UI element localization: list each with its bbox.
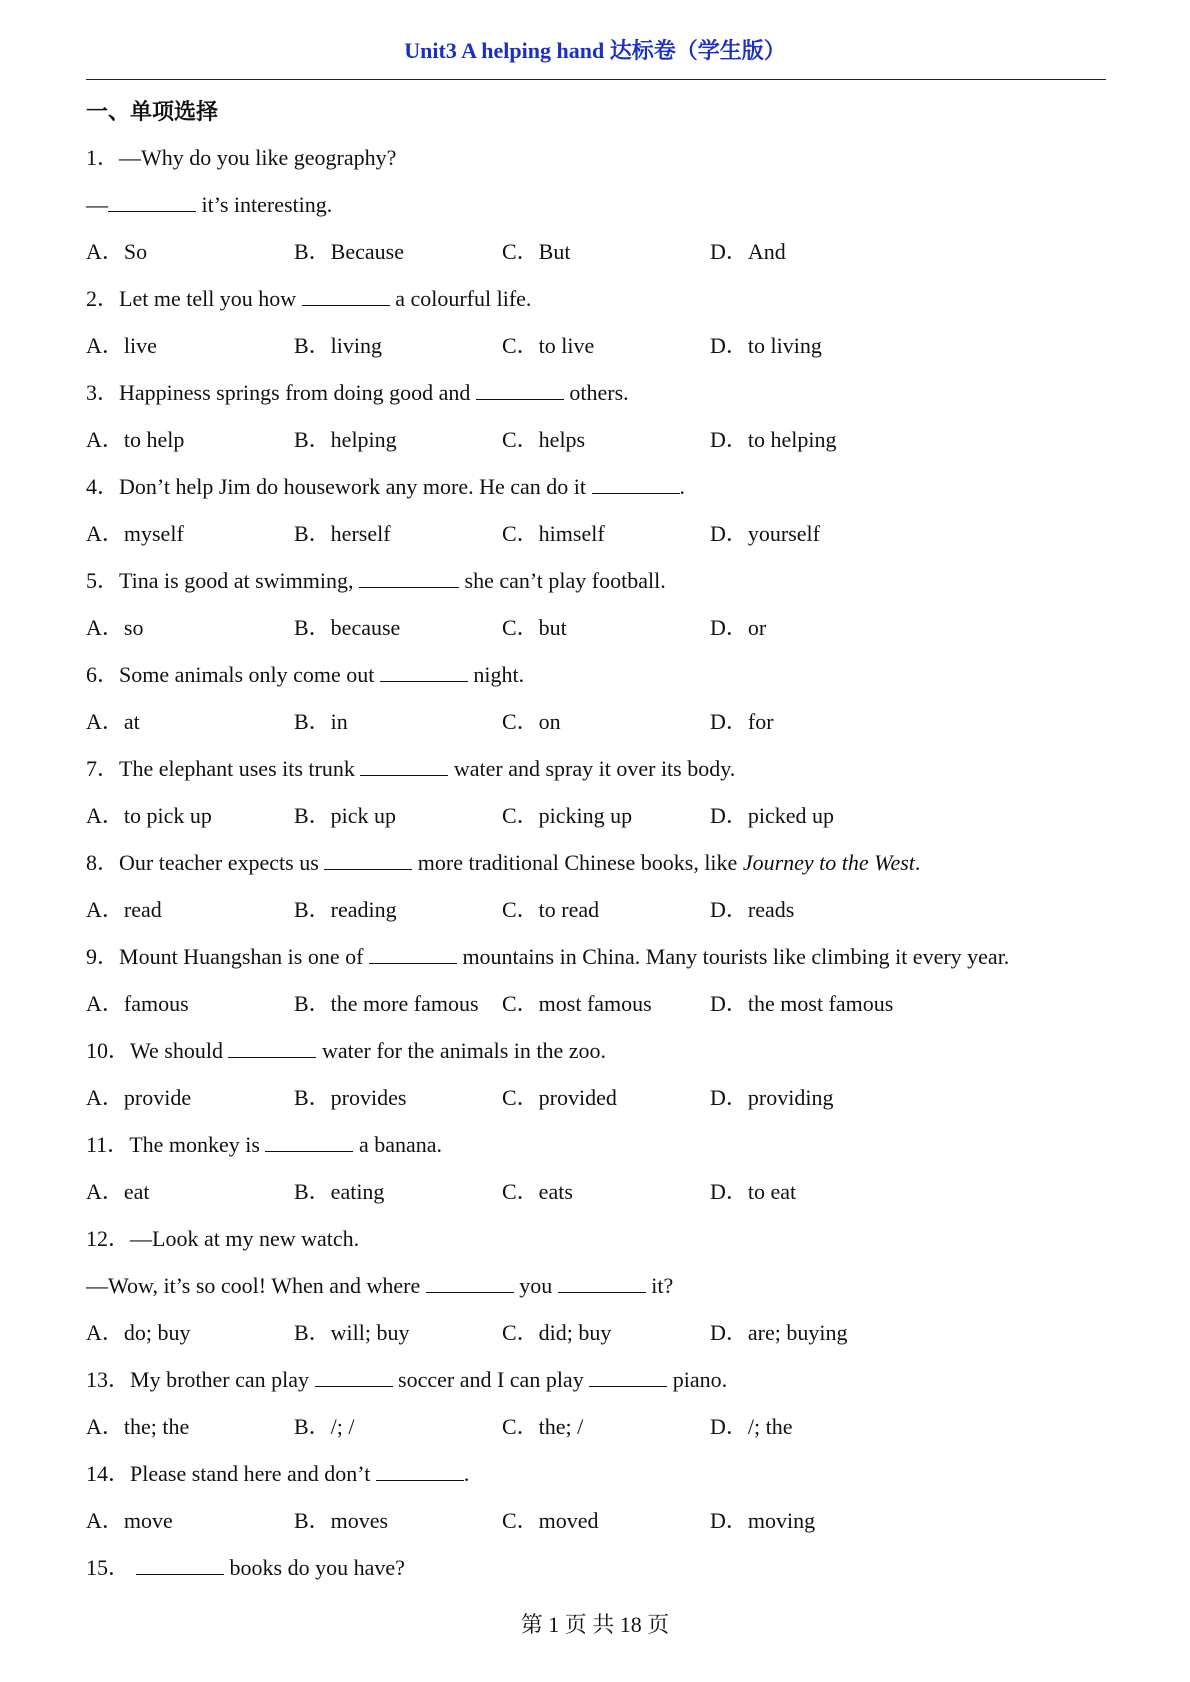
question-1-line1: 1．—Why do you like geography?: [86, 145, 397, 170]
answer-blank[interactable]: [380, 661, 468, 682]
question-10-stem: 10．We should water for the animals in the zoo.: [86, 1038, 607, 1063]
answer-blank[interactable]: [369, 943, 457, 964]
option-c[interactable]: C．picking up: [502, 803, 633, 828]
question-5-stem: 5．Tina is good at swimming, she can’t play football.: [86, 568, 666, 593]
option-b[interactable]: B．the more famous: [294, 991, 479, 1016]
option-d[interactable]: D．yourself: [710, 521, 820, 546]
question-7-stem: 7．The elephant uses its trunk water and spray it over its body.: [86, 756, 736, 781]
option-a[interactable]: A．read: [86, 897, 162, 922]
option-c[interactable]: C．to live: [502, 333, 595, 358]
answer-blank[interactable]: [476, 379, 564, 400]
answer-blank[interactable]: [265, 1131, 353, 1152]
option-a[interactable]: A．eat: [86, 1179, 150, 1204]
option-b[interactable]: B．/; /: [294, 1414, 355, 1439]
option-a[interactable]: A．live: [86, 333, 157, 358]
answer-blank[interactable]: [589, 1366, 667, 1387]
option-b[interactable]: B．herself: [294, 521, 391, 546]
section-title: 一、单项选择: [86, 99, 219, 124]
answer-blank[interactable]: [302, 285, 390, 306]
question-1-options: [86, 228, 1116, 275]
answer-blank[interactable]: [228, 1037, 316, 1058]
option-a[interactable]: A．to help: [86, 427, 185, 452]
question-13-stem: 13．My brother can play soccer and I can play piano.: [86, 1367, 728, 1392]
answer-blank[interactable]: [136, 1554, 224, 1575]
answer-blank[interactable]: [592, 473, 680, 494]
option-c[interactable]: C．most famous: [502, 991, 652, 1016]
answer-blank[interactable]: [108, 191, 196, 212]
option-c[interactable]: C．to read: [502, 897, 600, 922]
question-5-options: [86, 604, 1116, 651]
option-b[interactable]: B．in: [294, 709, 348, 734]
question-9-options: [86, 980, 1116, 1027]
option-c[interactable]: C．on: [502, 709, 561, 734]
option-a[interactable]: A．move: [86, 1508, 173, 1533]
question-11-stem: 11．The monkey is a banana.: [86, 1132, 443, 1157]
option-c[interactable]: C．helps: [502, 427, 586, 452]
option-c[interactable]: C．himself: [502, 521, 605, 546]
option-a[interactable]: A．to pick up: [86, 803, 212, 828]
question-list: [86, 134, 1116, 1591]
answer-blank[interactable]: [315, 1366, 393, 1387]
document-title: Unit3 A helping hand 达标卷（学生版）: [404, 38, 786, 63]
answer-blank[interactable]: [426, 1272, 514, 1293]
question-3-stem: 3．Happiness springs from doing good and others.: [86, 380, 629, 405]
answer-blank[interactable]: [558, 1272, 646, 1293]
question-4-options: [86, 510, 1116, 557]
question-14-stem: 14．Please stand here and don’t .: [86, 1461, 470, 1486]
option-d[interactable]: D．providing: [710, 1085, 834, 1110]
option-b[interactable]: B．living: [294, 333, 383, 358]
option-b[interactable]: B．eating: [294, 1179, 385, 1204]
option-d[interactable]: D．/; the: [710, 1414, 793, 1439]
option-c[interactable]: C．provided: [502, 1085, 617, 1110]
question-4-stem: 4．Don’t help Jim do housework any more. He can do it .: [86, 474, 686, 499]
question-3-options: [86, 416, 1116, 463]
option-b[interactable]: B．provides: [294, 1085, 407, 1110]
option-b[interactable]: B．pick up: [294, 803, 397, 828]
answer-blank[interactable]: [360, 755, 448, 776]
option-d[interactable]: D．to helping: [710, 427, 837, 452]
option-a[interactable]: A．myself: [86, 521, 184, 546]
question-12-line2: —Wow, it’s so cool! When and where you it?: [86, 1273, 674, 1298]
option-a[interactable]: A．provide: [86, 1085, 192, 1110]
option-a[interactable]: A．at: [86, 709, 140, 734]
option-c[interactable]: C．eats: [502, 1179, 573, 1204]
question-8-options: [86, 886, 1116, 933]
answer-blank[interactable]: [359, 567, 459, 588]
question-2-stem: 2．Let me tell you how a colourful life.: [86, 286, 532, 311]
option-a[interactable]: A．the; the: [86, 1414, 190, 1439]
option-c[interactable]: C．but: [502, 615, 567, 640]
option-c[interactable]: C．the; /: [502, 1414, 584, 1439]
option-d[interactable]: D．for: [710, 709, 774, 734]
option-d[interactable]: D．picked up: [710, 803, 835, 828]
option-b[interactable]: B．reading: [294, 897, 397, 922]
question-7-options: [86, 792, 1116, 839]
question-6-options: [86, 698, 1116, 745]
question-8-stem: 8．Our teacher expects us more traditional Chinese books, like Journey to the West.: [86, 850, 921, 875]
option-d[interactable]: D．are; buying: [710, 1320, 848, 1345]
option-d[interactable]: D．or: [710, 615, 767, 640]
question-13-options: [86, 1403, 1116, 1450]
option-b[interactable]: B．moves: [294, 1508, 389, 1533]
option-a[interactable]: A．famous: [86, 991, 189, 1016]
question-14-options: [86, 1497, 1116, 1544]
answer-blank[interactable]: [376, 1460, 464, 1481]
option-c[interactable]: C．But: [502, 239, 571, 264]
option-d[interactable]: D．to eat: [710, 1179, 797, 1204]
question-12-options: [86, 1309, 1116, 1356]
question-12-line1: 12．—Look at my new watch.: [86, 1226, 360, 1251]
option-b[interactable]: B．Because: [294, 239, 404, 264]
option-d[interactable]: D．moving: [710, 1508, 816, 1533]
option-d[interactable]: D．reads: [710, 897, 795, 922]
book-title: Journey to the West: [742, 850, 915, 875]
question-15-stem: 15． books do you have?: [86, 1555, 405, 1580]
question-6-stem: 6．Some animals only come out night.: [86, 662, 525, 687]
option-c[interactable]: C．moved: [502, 1508, 599, 1533]
question-9-stem: 9．Mount Huangshan is one of mountains in China. Many tourists like climbing it every year.: [86, 944, 1010, 969]
question-1-line2: — it’s interesting.: [86, 192, 333, 217]
option-c[interactable]: C．did; buy: [502, 1320, 612, 1345]
question-2-options: [86, 322, 1116, 369]
header-rule: [86, 79, 1106, 80]
option-b[interactable]: B．because: [294, 615, 401, 640]
option-a[interactable]: A．So: [86, 239, 148, 264]
page-number: 第 1 页 共 18 页: [520, 1612, 670, 1637]
option-a[interactable]: A．do; buy: [86, 1320, 191, 1345]
option-b[interactable]: B．helping: [294, 427, 397, 452]
option-a[interactable]: A．so: [86, 615, 144, 640]
question-10-options: [86, 1074, 1116, 1121]
option-b[interactable]: B．will; buy: [294, 1320, 410, 1345]
answer-blank[interactable]: [324, 849, 412, 870]
option-d[interactable]: D．to living: [710, 333, 822, 358]
question-11-options: [86, 1168, 1116, 1215]
option-d[interactable]: D．the most famous: [710, 991, 894, 1016]
option-d[interactable]: D．And: [710, 239, 786, 264]
